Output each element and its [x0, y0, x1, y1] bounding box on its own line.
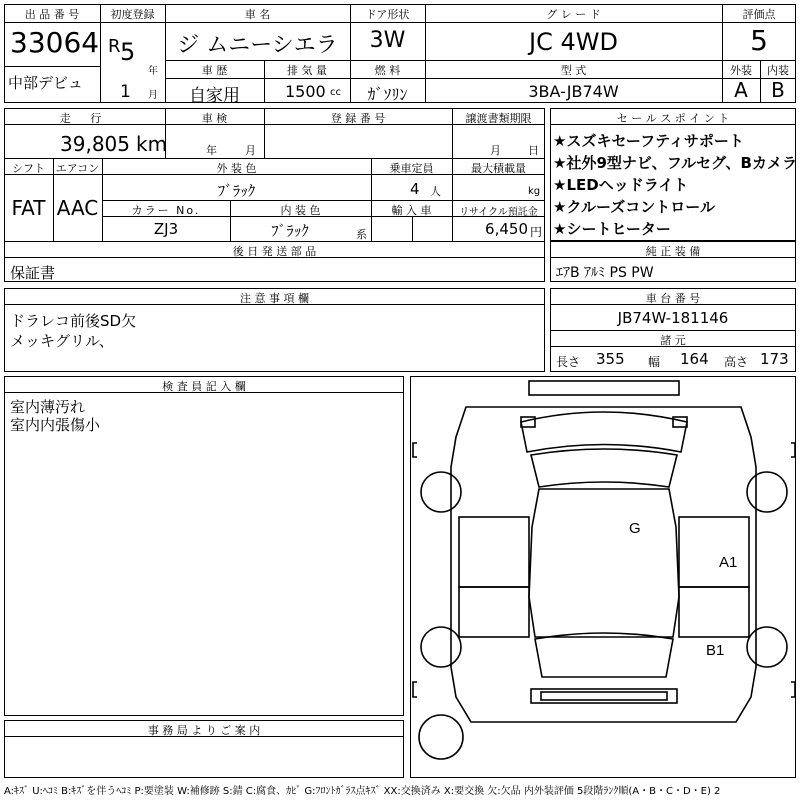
exterior-color: ﾌﾞﾗｯｸ [217, 182, 256, 200]
inspection-month-unit: 月 [245, 144, 256, 157]
door-label: ドア形状 [365, 8, 410, 21]
damage-mark: B1 [706, 642, 725, 659]
later-parts-label: 後 日 発 送 部 品 [232, 245, 317, 258]
office-label: 事 務 局 よ り ご 案 内 [147, 724, 261, 737]
recycle-deposit: 6,450 [485, 220, 528, 238]
transfer-day-unit: 日 [528, 144, 539, 157]
inspection-label: 車 検 [201, 112, 228, 125]
car-diagram [410, 376, 796, 778]
interior-grade: B [771, 78, 785, 102]
capacity-unit: 人 [430, 185, 441, 198]
capacity-label: 乗車定員 [389, 162, 434, 175]
sales-point: ★クルーズコントロール [553, 198, 715, 216]
car-body-diagram [411, 377, 797, 779]
sales-point: ★スズキセーフティサポート [553, 132, 744, 150]
damage-mark: A1 [719, 554, 738, 571]
inspector-label: 検 査 員 記 入 欄 [162, 380, 246, 393]
max-load-unit: kg [528, 186, 541, 197]
displacement-label: 排 気 量 [287, 64, 327, 77]
inspector-line: 室内薄汚れ [10, 398, 86, 416]
sales-point: ★LEDヘッドライト [553, 176, 689, 194]
length-value: 355 [596, 350, 625, 368]
shift-label: シフト [12, 162, 45, 175]
notes-line: ドラレコ前後SD欠 [10, 312, 137, 330]
specs-label: 諸 元 [660, 334, 686, 347]
color-number-label: カラー No. [131, 204, 201, 217]
notes-line: メッキグリル、 [10, 332, 114, 350]
ac-label: エアコン [55, 162, 100, 175]
interior-color: ﾌﾞﾗｯｸ [271, 222, 309, 240]
interior-color-label: 内 装 色 [280, 204, 321, 217]
damage-mark: G [629, 520, 641, 537]
fuel-label: 燃 料 [374, 64, 401, 77]
inspection-year-unit: 年 [206, 144, 217, 157]
door-type: 3W [369, 28, 406, 53]
later-parts: 保証書 [10, 264, 56, 282]
recycle-deposit-label: リサイクル預託金 [459, 207, 538, 218]
month-unit: 月 [148, 90, 158, 101]
registration-year: 5 [120, 38, 136, 66]
chassis-number-label: 車 台 番 号 [645, 292, 701, 305]
recycle-unit: 円 [530, 225, 543, 239]
sales-point: ★社外9型ナビ、フルセグ、Bカメラ [553, 154, 797, 172]
grade-label: グ レ ー ド [546, 8, 601, 21]
length-label: 長さ [556, 355, 581, 369]
lot-number: 33064 [10, 26, 100, 59]
displacement: 1500 [285, 82, 326, 101]
car-name: ジ ムニーシエラ [177, 33, 338, 58]
height-value: 173 [760, 350, 789, 368]
era: R [108, 36, 121, 57]
lot-number-label: 出 品 番 号 [24, 8, 80, 21]
height-label: 高さ [724, 355, 749, 369]
interior-label: 内装 [767, 64, 789, 77]
color-number: ZJ3 [153, 220, 179, 238]
mileage-value: 39,805 [60, 132, 130, 156]
venue-name: 中部デビュ [8, 74, 84, 92]
registration-month: 1 [120, 82, 131, 102]
exterior-label: 外装 [730, 64, 752, 77]
model-label: 型 式 [560, 64, 587, 77]
exterior-grade: A [734, 78, 748, 102]
transfer-deadline-label: 譲渡書類期限 [465, 112, 532, 125]
model-code: 3BA-JB74W [528, 82, 619, 101]
transfer-month-unit: 月 [490, 144, 501, 157]
first-registration-label: 初度登録 [110, 8, 155, 21]
car-name-label: 車 名 [244, 8, 271, 21]
exterior-color-label: 外 装 色 [216, 162, 257, 175]
overall-score: 5 [750, 24, 768, 57]
equipment-list: ｴｱB ｱﾙﾐ PS PW [556, 265, 654, 281]
inspector-line: 室内内張傷小 [10, 416, 101, 434]
displacement-unit: cc [330, 87, 341, 98]
width-value: 164 [680, 350, 709, 368]
mileage-unit: km [136, 132, 168, 156]
fuel-type: ｶﾞｿﾘﾝ [367, 85, 408, 104]
ac-value: AAC [56, 196, 99, 220]
sales-point: ★シートヒーター [553, 220, 671, 238]
shift-value: FAT [11, 196, 46, 220]
interior-color-suffix: 系 [356, 228, 367, 241]
equipment-label: 純 正 装 備 [645, 245, 701, 258]
capacity-value: 4 [410, 180, 420, 198]
mileage-label: 走 行 [59, 112, 110, 125]
width-label: 幅 [648, 355, 661, 369]
year-unit: 年 [148, 66, 158, 77]
car-history: 自家用 [189, 86, 240, 106]
max-load-label: 最大積載量 [471, 162, 526, 175]
grade: JC 4WD [529, 28, 618, 56]
legend: A:ｷｽﾞ U:ﾍｺﾐ B:ｷｽﾞを伴うﾍｺﾐ P:要塗装 W:補修跡 S:錆 C:腐食、ｶﾋﾞ G:ﾌﾛﾝﾄｶﾞﾗｽ点ｷｽﾞ XX:交換済み X:要交換 欠:欠品 内外装評価 5段階ﾗﾝｸ順(A・B・C・D・E) 2 [4, 786, 721, 797]
history-label: 車 歴 [201, 64, 228, 77]
registration-number-label: 登 録 番 号 [330, 112, 386, 125]
sales-points-label: セ ー ル ス ポ イ ン ト [616, 112, 730, 125]
import-label: 輸 入 車 [391, 204, 432, 217]
chassis-number: JB74W-181146 [617, 309, 729, 327]
score-label: 評価点 [742, 8, 776, 21]
notes-label: 注 意 事 項 欄 [240, 292, 309, 305]
